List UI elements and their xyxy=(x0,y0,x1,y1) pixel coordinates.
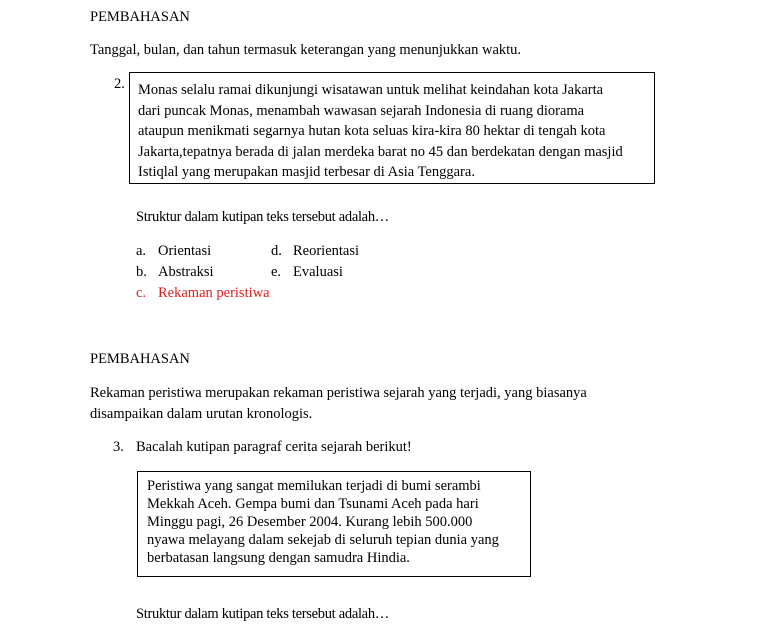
question2-prompt: Struktur dalam kutipan teks tersebut adalah… xyxy=(136,209,389,225)
passage-line: Istiqlal yang merupakan masjid terbesar di Asia Tenggara. xyxy=(138,164,475,180)
passage-line: Jakarta,tepatnya berada di jalan merdeka barat no 45 dan berdekatan dengan masjid xyxy=(138,143,623,160)
option-a-text: Orientasi xyxy=(158,243,212,259)
option-b-letter: b. xyxy=(136,264,147,280)
passage-line: Minggu pagi, 26 Desember 2004. Kurang lebih 500.000 xyxy=(147,514,473,530)
passage-line: nyawa melayang dalam sekejab di seluruh tepian dunia yang xyxy=(147,532,499,548)
option-e-text: Evaluasi xyxy=(293,264,343,280)
question3-prompt: Struktur dalam kutipan teks tersebut adalah… xyxy=(136,606,389,622)
option-d-letter: d. xyxy=(271,243,282,259)
question3-number: 3. xyxy=(113,439,124,455)
passage-line: berbatasan langsung dengan samudra Hindia. xyxy=(147,550,410,566)
option-a-letter: a. xyxy=(136,243,147,259)
passage-line: Mekkah Aceh. Gempa bumi dan Tsunami Aceh pada hari xyxy=(147,496,479,512)
question3-passage-box xyxy=(137,471,531,577)
passage-line: ataupun menikmati segarnya hutan kota seluas kira-kira 80 hektar di tengah kota xyxy=(138,123,606,139)
option-c-letter: c. xyxy=(136,285,147,301)
passage-line: Peristiwa yang sangat memilukan terjadi di bumi serambi xyxy=(147,478,481,494)
option-b-text: Abstraksi xyxy=(158,264,214,280)
question2-passage-box xyxy=(129,72,655,184)
section1-text: Tanggal, bulan, dan tahun termasuk keterangan yang menunjukkan waktu. xyxy=(90,42,522,58)
passage-line: Monas selalu ramai dikunjungi wisatawan untuk melihat keindahan kota Jakarta xyxy=(138,82,604,98)
option-e-letter: e. xyxy=(271,264,282,280)
section2-text-line: Rekaman peristiwa merupakan rekaman peristiwa sejarah yang terjadi, yang biasanya xyxy=(90,385,587,401)
question3-instruction: Bacalah kutipan paragraf cerita sejarah berikut! xyxy=(136,439,412,455)
section2-text-line: disampaikan dalam urutan kronologis. xyxy=(90,406,313,422)
question2-number: 2. xyxy=(114,76,125,92)
option-d-text: Reorientasi xyxy=(293,243,360,259)
section2-heading: PEMBAHASAN xyxy=(90,351,190,367)
passage-line: dari puncak Monas, menambah wawasan sejarah Indonesia di ruang diorama xyxy=(138,102,585,119)
section1-heading: PEMBAHASAN xyxy=(90,9,190,25)
option-c-text-answer: Rekaman peristiwa xyxy=(158,285,270,301)
